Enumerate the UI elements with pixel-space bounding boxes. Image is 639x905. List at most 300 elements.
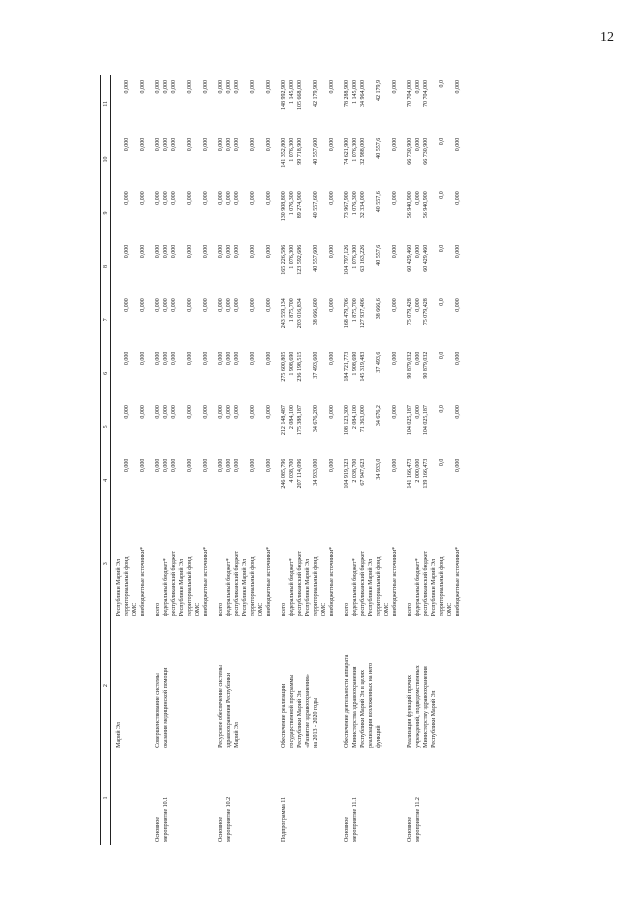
value-line: 34 964,000	[360, 80, 366, 107]
value-line: 0,000	[187, 244, 193, 259]
value-line: 0,000	[218, 191, 224, 205]
value-line: 73 967,900	[344, 191, 350, 219]
column-header: 9	[101, 186, 111, 239]
value-line: 0,000	[171, 137, 177, 152]
value-line: 0,000	[392, 298, 398, 312]
value-line: 40 557,6	[376, 244, 382, 266]
value-cell	[402, 75, 465, 133]
value-line: 1 076,300	[289, 191, 295, 216]
funding-source-line: внебюджетные источники*	[140, 546, 146, 617]
column-header: 8	[101, 240, 111, 293]
value-line: 0,000	[155, 191, 161, 205]
value-line: 0,000	[455, 298, 461, 312]
value-line: 90 879,032	[407, 351, 413, 379]
value-line: 236 198,515	[297, 351, 303, 382]
value-line: 0,000	[266, 458, 272, 473]
value-cell	[276, 400, 339, 453]
row-name-line: Обеспечение реализации	[281, 683, 287, 748]
value-line: 67 947,623	[360, 458, 366, 486]
value-line: 0,000	[266, 298, 272, 312]
row-code-line: мероприятие 11.1	[352, 797, 358, 842]
value-line: 1 875,700	[289, 298, 295, 323]
value-line: 0,000	[250, 137, 256, 152]
funding-source-line: внебюджетные источники*	[203, 546, 209, 617]
funding-source-line: Республики Марий Эл	[242, 559, 248, 617]
value-cell	[339, 240, 402, 293]
value-line: 2 084,100	[289, 405, 295, 430]
value-line: 0,000	[392, 80, 398, 94]
value-line: 66 730,900	[423, 137, 429, 165]
value-line: 1 145,000	[352, 80, 358, 104]
value-line: 207 114,096	[297, 458, 303, 489]
value-cell	[276, 454, 339, 507]
column-header: 10	[101, 133, 111, 186]
value-line: 0,000	[226, 80, 232, 94]
funding-source-line: внебюджетные источники*	[266, 546, 272, 617]
funding-source-cell	[276, 507, 339, 620]
value-line: 0,000	[226, 405, 232, 419]
funding-source-line: внебюджетные источники*	[455, 546, 461, 617]
value-cell	[213, 293, 276, 346]
value-cell	[339, 133, 402, 186]
value-line: 0,000	[187, 191, 193, 205]
funding-source-line: Республики Марий Эл	[368, 559, 374, 617]
value-line: 0,000	[187, 405, 193, 419]
value-line: 0,000	[163, 298, 169, 312]
value-line: 78 288,900	[344, 80, 350, 107]
funding-source-line: Республики Марий Эл	[305, 559, 311, 617]
value-line: 108 123,300	[344, 405, 350, 436]
value-line: 0,0	[439, 351, 445, 360]
row-name-line: «Развитие здравоохранения»	[305, 674, 311, 748]
value-line: 0,000	[250, 298, 256, 312]
row-code-cell	[339, 751, 402, 845]
value-line: 0,000	[171, 458, 177, 473]
value-line: 0,000	[187, 80, 193, 94]
row-name-line: здравоохранения Республики	[226, 672, 232, 748]
value-line: 0,000	[329, 80, 335, 94]
value-line: 0,000	[218, 244, 224, 259]
value-cell	[339, 347, 402, 400]
row-name-line: оказания медицинской помощи	[163, 667, 169, 748]
value-line: 0,000	[234, 137, 240, 152]
value-line: 0,000	[163, 137, 169, 152]
value-cell	[111, 186, 151, 239]
value-cell	[150, 400, 213, 453]
value-cell	[150, 240, 213, 293]
value-line: 212 148,487	[281, 405, 287, 436]
value-line: 0,000	[218, 351, 224, 366]
value-line: 56 940,900	[423, 191, 429, 219]
table-row	[402, 75, 465, 845]
funding-table	[100, 75, 465, 845]
row-name-cell	[111, 620, 151, 750]
row-name-line: Республики Марий Эл в целях	[360, 670, 366, 748]
rotated-page	[100, 75, 550, 845]
value-line: 1 908,690	[289, 351, 295, 376]
row-name-line: Совершенствование системы	[155, 673, 161, 748]
value-line: 0,000	[415, 80, 421, 94]
value-line: 74 621,900	[344, 137, 350, 165]
value-line: 165 226,586	[281, 244, 287, 275]
value-line: 0,000	[163, 458, 169, 473]
value-line: 0,000	[329, 244, 335, 259]
value-line: 0,000	[234, 405, 240, 419]
column-header: 5	[101, 400, 111, 453]
value-line: 0,000	[226, 137, 232, 152]
funding-source-line: ОМС	[384, 602, 390, 617]
value-cell	[276, 75, 339, 133]
value-line: 0,000	[187, 351, 193, 366]
value-line: 71 363,000	[360, 405, 366, 433]
value-line: 0,000	[415, 137, 421, 152]
value-line: 75 079,428	[423, 298, 429, 326]
value-line: 0,000	[163, 244, 169, 259]
funding-source-cell	[111, 507, 151, 620]
value-cell	[402, 133, 465, 186]
value-line: 0,0	[439, 458, 445, 467]
funding-source-line: федеральный бюджет*	[226, 558, 232, 617]
row-code-cell	[402, 751, 465, 845]
value-line: 70 704,000	[423, 80, 429, 107]
row-code-line: мероприятие 10.2	[226, 796, 232, 842]
value-cell	[111, 400, 151, 453]
value-line: 0,000	[415, 244, 421, 259]
value-line: 0,000	[155, 137, 161, 152]
funding-source-line: всего	[155, 602, 161, 617]
value-cell	[276, 240, 339, 293]
value-cell	[111, 75, 151, 133]
table-row	[213, 75, 276, 845]
value-cell	[150, 75, 213, 133]
value-cell	[111, 133, 151, 186]
value-line: 0,000	[392, 405, 398, 419]
value-line: 38 666,600	[313, 298, 319, 326]
value-line: 2 038,700	[352, 458, 358, 483]
column-header: 6	[101, 347, 111, 400]
funding-source-line: ОМС	[195, 602, 201, 617]
value-line: 0,000	[124, 80, 130, 94]
value-cell	[213, 400, 276, 453]
value-line: 0,000	[234, 351, 240, 366]
table-row	[111, 75, 151, 845]
funding-source-line: республиканский бюджет	[171, 550, 177, 617]
value-line: 0,000	[250, 405, 256, 419]
value-line: 123 592,686	[297, 244, 303, 275]
funding-source-line: территориальный фонд	[376, 556, 382, 617]
value-line: 2 084,100	[352, 405, 358, 430]
value-line: 0,000	[124, 191, 130, 205]
funding-source-line: территориальный фонд	[439, 556, 445, 617]
value-cell	[276, 186, 339, 239]
value-line: 0,000	[155, 244, 161, 259]
value-line: 0,000	[187, 458, 193, 473]
column-header: 2	[101, 620, 111, 750]
page-number: 12	[600, 30, 614, 45]
row-code-line: мероприятие 10.1	[163, 796, 169, 842]
value-line: 0,0	[439, 298, 445, 306]
row-name-cell	[402, 620, 465, 750]
value-line: 56 940,900	[407, 191, 413, 219]
value-line: 175 388,187	[297, 405, 303, 436]
value-line: 0,000	[203, 458, 209, 473]
value-line: 0,000	[203, 298, 209, 312]
value-line: 0,000	[415, 191, 421, 205]
row-code-cell	[111, 751, 151, 845]
funding-source-line: ОМС	[321, 602, 327, 617]
value-cell	[339, 186, 402, 239]
value-line: 0,0	[439, 80, 445, 88]
column-header: 7	[101, 293, 111, 346]
value-cell	[150, 454, 213, 507]
value-line: 0,000	[266, 351, 272, 366]
funding-source-line: внебюджетные источники*	[392, 546, 398, 617]
row-code-line: Основное	[155, 817, 161, 842]
value-line: 0,000	[329, 458, 335, 473]
value-line: 90 879,032	[423, 351, 429, 379]
funding-source-cell	[213, 507, 276, 620]
value-line: 0,000	[218, 137, 224, 152]
row-code-cell	[213, 751, 276, 845]
value-line: 0,000	[226, 191, 232, 205]
value-line: 203 016,834	[297, 298, 303, 329]
funding-source-line: федеральный бюджет*	[163, 558, 169, 617]
value-cell	[111, 454, 151, 507]
value-line: 0,000	[124, 137, 130, 152]
funding-source-line: республиканский бюджет	[360, 550, 366, 617]
row-name-line: Обеспечение деятельности аппарата	[344, 654, 350, 748]
value-cell	[339, 293, 402, 346]
value-line: 0,000	[203, 405, 209, 419]
value-line: 40 557,6	[376, 191, 382, 213]
value-line: 0,000	[171, 80, 177, 94]
value-line: 32 334,000	[360, 191, 366, 219]
value-line: 0,0	[439, 191, 445, 199]
table-body	[111, 75, 466, 845]
value-cell	[339, 75, 402, 133]
row-code-line: Подпрограмма 11	[281, 796, 287, 842]
value-line: 0,000	[140, 298, 146, 312]
value-line: 0,000	[234, 191, 240, 205]
value-line: 0,000	[171, 405, 177, 419]
value-line: 60 429,460	[423, 244, 429, 272]
funding-source-line: всего	[407, 602, 413, 617]
row-name-line: Республики Марий Эл	[297, 690, 303, 748]
funding-source-line: территориальный фонд	[313, 556, 319, 617]
value-cell	[213, 75, 276, 133]
funding-source-line: федеральный бюджет*	[415, 558, 421, 617]
value-line: 0,000	[415, 351, 421, 366]
value-cell	[402, 454, 465, 507]
value-line: 0,000	[392, 191, 398, 205]
row-code-line: Основное	[407, 817, 413, 842]
value-line: 0,000	[455, 80, 461, 94]
value-line: 0,000	[218, 458, 224, 473]
value-line: 0,000	[171, 191, 177, 205]
value-line: 40 557,6	[376, 137, 382, 159]
value-line: 1 076,300	[352, 137, 358, 162]
value-line: 34 676,2	[376, 405, 382, 427]
value-line: 104 025,187	[423, 405, 429, 436]
column-number-row	[101, 75, 111, 845]
value-line: 104 025,187	[407, 405, 413, 436]
funding-source-line: территориальный фонд	[250, 556, 256, 617]
value-line: 0,000	[329, 191, 335, 205]
value-cell	[402, 240, 465, 293]
value-line: 0,000	[155, 351, 161, 366]
value-line: 0,000	[124, 298, 130, 312]
value-line: 0,000	[455, 244, 461, 259]
value-cell	[339, 454, 402, 507]
funding-source-cell	[150, 507, 213, 620]
row-name-line: Марий Эл	[116, 722, 122, 748]
value-line: 0,000	[140, 80, 146, 94]
value-line: 0,000	[415, 298, 421, 312]
value-line: 130 908,800	[281, 191, 287, 222]
row-name-cell	[339, 620, 402, 750]
value-line: 0,000	[140, 351, 146, 366]
value-line: 0,000	[155, 405, 161, 419]
value-line: 0,000	[140, 405, 146, 419]
value-line: 0,000	[266, 137, 272, 152]
funding-source-line: Республики Марий Эл	[431, 559, 437, 617]
value-line: 104 797,126	[344, 244, 350, 275]
value-line: 0,000	[140, 244, 146, 259]
value-line: 0,000	[124, 244, 130, 259]
funding-source-line: республиканский бюджет	[297, 550, 303, 617]
value-cell	[276, 293, 339, 346]
value-line: 0,000	[266, 244, 272, 259]
value-cell	[150, 186, 213, 239]
value-line: 0,000	[124, 458, 130, 473]
value-line: 40 557,600	[313, 244, 319, 272]
value-line: 0,000	[234, 244, 240, 259]
value-line: 0,000	[329, 298, 335, 312]
funding-source-line: Республики Марий Эл	[179, 559, 185, 617]
funding-source-line: всего	[281, 602, 287, 617]
value-line: 60 429,460	[407, 244, 413, 272]
value-line: 63 163,226	[360, 244, 366, 272]
value-line: 70 704,000	[407, 80, 413, 107]
value-line: 0,000	[203, 191, 209, 205]
row-code-line: мероприятие 11.2	[415, 797, 421, 842]
value-line: 0,0	[439, 405, 445, 413]
value-line: 141 166,473	[407, 458, 413, 489]
funding-source-line: республиканский бюджет	[423, 550, 429, 617]
value-line: 0,000	[218, 405, 224, 419]
row-name-line: Ресурсное обеспечение системы	[218, 665, 224, 748]
value-cell	[213, 454, 276, 507]
value-cell	[402, 186, 465, 239]
row-name-line: на 2013 - 2020 годы	[313, 697, 319, 748]
value-line: 148 992,900	[281, 80, 287, 110]
value-line: 0,000	[171, 298, 177, 312]
value-cell	[213, 240, 276, 293]
row-name-line: Министерства здравоохранения	[352, 666, 358, 748]
value-line: 38 666,6	[376, 298, 382, 320]
value-line: 0,000	[140, 191, 146, 205]
value-line: 0,000	[187, 137, 193, 152]
funding-source-line: территориальный фонд	[187, 556, 193, 617]
value-line: 0,000	[155, 298, 161, 312]
value-line: 1 076,300	[289, 244, 295, 269]
value-line: 40 557,600	[313, 137, 319, 165]
value-line: 0,000	[171, 244, 177, 259]
value-line: 0,0	[439, 244, 445, 253]
value-line: 0,000	[455, 137, 461, 152]
row-name-line: реализации возложенных на него	[368, 662, 374, 748]
column-header: 4	[101, 454, 111, 507]
value-line: 0,000	[392, 244, 398, 259]
value-line: 104 919,323	[344, 458, 350, 489]
value-cell	[402, 293, 465, 346]
value-line: 0,000	[203, 244, 209, 259]
row-name-line: функций	[376, 725, 382, 748]
value-line: 0,000	[124, 405, 130, 419]
value-line: 0,000	[218, 80, 224, 94]
funding-source-line: ОМС	[132, 602, 138, 617]
value-line: 2 000,000	[415, 458, 421, 483]
row-name-line: Республики Марий Эл	[431, 690, 437, 748]
table-row	[150, 75, 213, 845]
value-line: 0,000	[226, 244, 232, 259]
value-cell	[402, 400, 465, 453]
value-line: 99 718,900	[297, 137, 303, 165]
value-cell	[213, 133, 276, 186]
value-line: 0,000	[226, 458, 232, 473]
value-line: 0,000	[455, 458, 461, 473]
value-cell	[111, 293, 151, 346]
value-cell	[111, 240, 151, 293]
value-line: 0,000	[329, 405, 335, 419]
funding-source-cell	[402, 507, 465, 620]
value-line: 105 668,000	[297, 80, 303, 110]
value-line: 0,000	[266, 191, 272, 205]
value-line: 0,000	[226, 351, 232, 366]
value-line: 0,000	[234, 298, 240, 312]
value-line: 0,000	[203, 137, 209, 152]
value-line: 42 179,900	[313, 80, 319, 107]
value-line: 37 493,600	[313, 351, 319, 379]
row-name-line: Министерству здравоохранения	[423, 666, 429, 748]
value-line: 34 933,0	[376, 458, 382, 480]
value-line: 66 730,900	[407, 137, 413, 165]
value-line: 0,000	[163, 80, 169, 94]
row-code-line: Основное	[218, 817, 224, 842]
value-cell	[213, 186, 276, 239]
row-name-line: Реализация функций прочих	[407, 674, 413, 748]
value-line: 0,000	[266, 405, 272, 419]
value-line: 0,000	[234, 80, 240, 94]
row-name-line: государственной программы	[289, 674, 295, 748]
funding-source-cell	[339, 507, 402, 620]
value-line: 1 076,300	[352, 244, 358, 269]
value-line: 0,000	[171, 351, 177, 366]
value-line: 0,000	[226, 298, 232, 312]
value-line: 0,000	[392, 137, 398, 152]
value-line: 0,000	[163, 405, 169, 419]
value-line: 0,0	[439, 137, 445, 146]
table-row	[276, 75, 339, 845]
row-name-line: Марий Эл	[234, 722, 240, 748]
value-cell	[339, 400, 402, 453]
value-line: 0,000	[392, 351, 398, 366]
value-line: 0,000	[124, 351, 130, 366]
row-name-cell	[276, 620, 339, 750]
value-cell	[213, 347, 276, 400]
row-name-cell	[150, 620, 213, 750]
funding-source-line: всего	[218, 602, 224, 617]
